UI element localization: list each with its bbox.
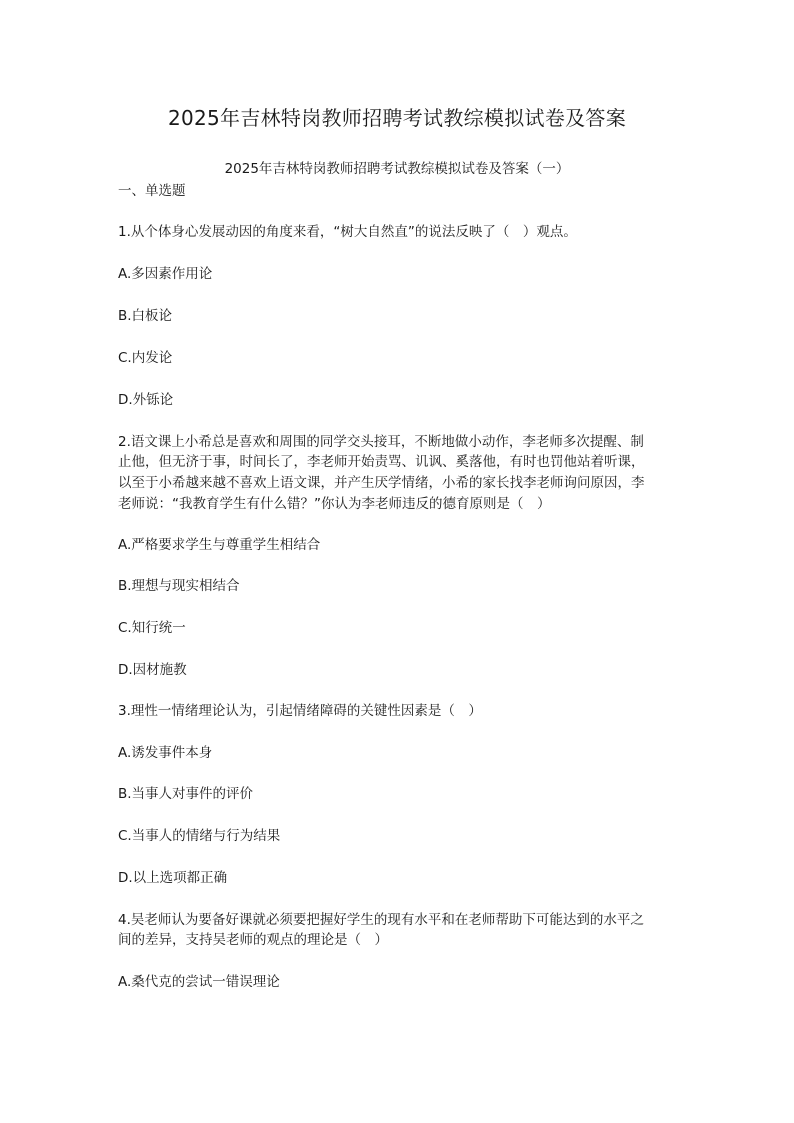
section-heading: 一、单选题 bbox=[118, 183, 186, 199]
question-3-stem: 3.理性一情绪理论认为，引起情绪障碍的关键性因素是（ ） bbox=[118, 703, 482, 719]
question-1-option-a: A.多因素作用论 bbox=[118, 266, 213, 282]
question-3-option-b: B.当事人对事件的评价 bbox=[118, 786, 254, 802]
question-1-option-d: D.外铄论 bbox=[118, 392, 174, 408]
question-4-stem-line-2: 间的差异，支持吴老师的观点的理论是（ ） bbox=[118, 932, 388, 948]
question-2-stem-line-3: 以至于小希越来越不喜欢上语文课，并产生厌学情绪，小希的家长找李老师询问原因，李 bbox=[118, 475, 645, 491]
document-title: 2025年吉林特岗教师招聘考试教综模拟试卷及答案 bbox=[167, 106, 627, 130]
question-2-stem-line-4: 老师说：“我教育学生有什么错？”你认为李老师违反的德育原则是（ ） bbox=[118, 496, 551, 512]
question-3-option-c: C.当事人的情绪与行为结果 bbox=[118, 828, 281, 844]
question-1-stem: 1.从个体身心发展动因的角度来看，“树大自然直”的说法反映了（ ）观点。 bbox=[118, 224, 577, 240]
question-3-option-a: A.诱发事件本身 bbox=[118, 745, 213, 761]
question-2-stem-line-2: 止他，但无济于事，时间长了，李老师开始责骂、讥讽、奚落他，有时也罚他站着听课， bbox=[118, 454, 645, 470]
exam-subtitle: 2025年吉林特岗教师招聘考试教综模拟试卷及答案（一） bbox=[224, 161, 570, 177]
question-1-option-c: C.内发论 bbox=[118, 350, 173, 366]
question-2-option-b: B.理想与现实相结合 bbox=[118, 578, 240, 594]
question-2-option-a: A.严格要求学生与尊重学生相结合 bbox=[118, 537, 321, 553]
question-2-stem-line-1: 2.语文课上小希总是喜欢和周围的同学交头接耳，不断地做小动作，李老师多次提醒、制 bbox=[118, 434, 644, 450]
question-4-stem-line-1: 4.吴老师认为要备好课就必须要把握好学生的现有水平和在老师帮助下可能达到的水平之 bbox=[118, 912, 644, 928]
question-2-option-d: D.因材施教 bbox=[118, 662, 187, 678]
question-2-option-c: C.知行统一 bbox=[118, 620, 186, 636]
question-1-option-b: B.白板论 bbox=[118, 308, 173, 324]
question-4-option-a: A.桑代克的尝试一错误理论 bbox=[118, 974, 280, 990]
question-3-option-d: D.以上选项都正确 bbox=[118, 870, 228, 886]
